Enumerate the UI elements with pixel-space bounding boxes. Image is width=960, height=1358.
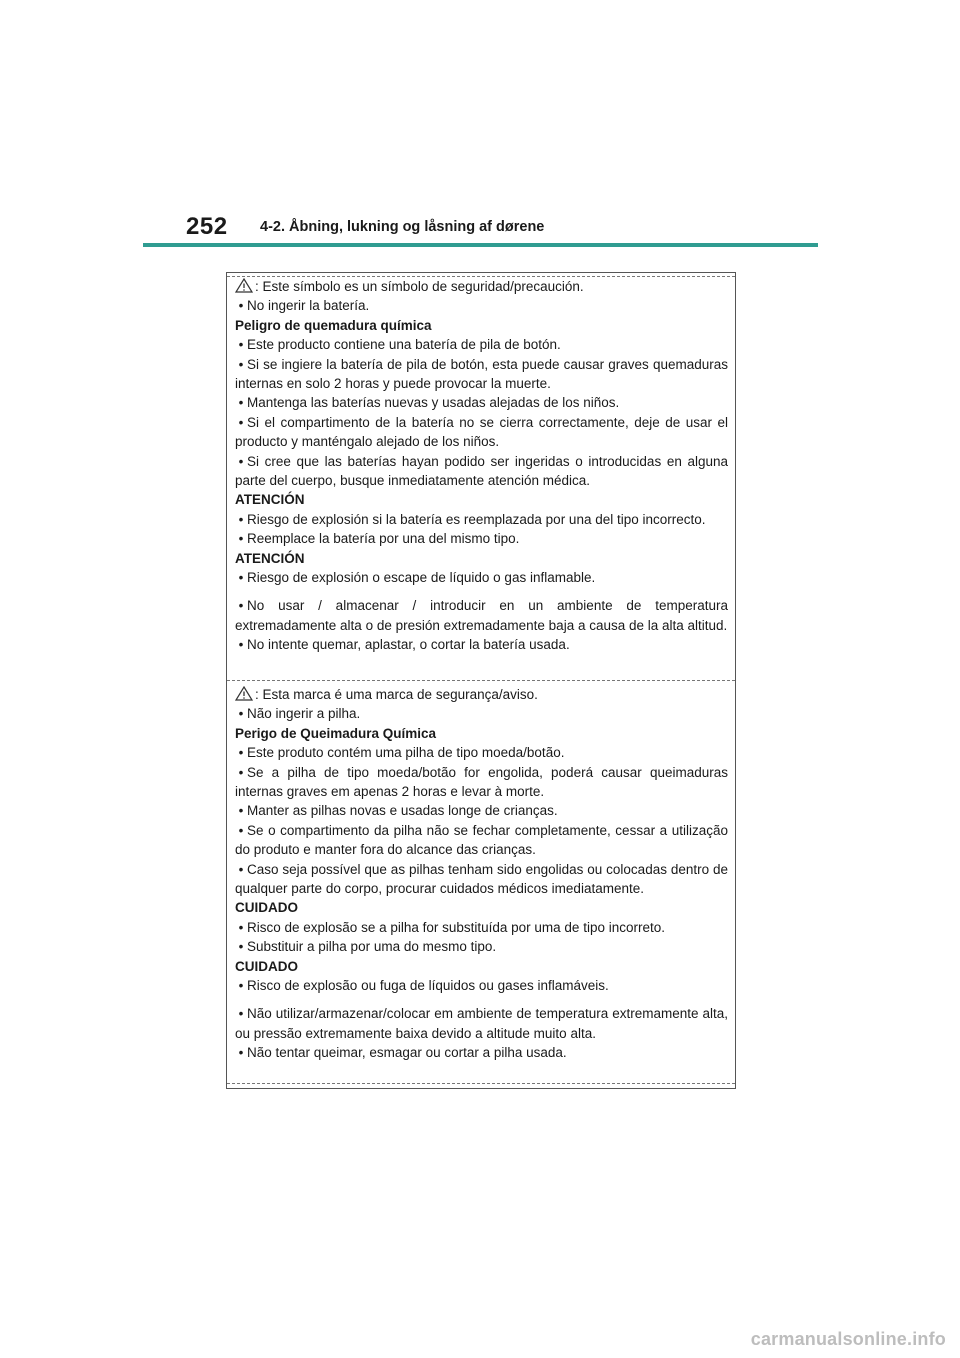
bullet-text: Si el compartimento de la batería no se cierra correctamente, deje de usar el producto y manténgalo alejado de los niños. xyxy=(235,414,728,450)
bullet-text: No intente quemar, aplastar, o cortar la batería usada. xyxy=(247,637,570,653)
heading-chemical-burn: Peligro de quemadura química xyxy=(235,317,432,333)
bullet-item: • Si cree que las baterías hayan podido ser ingeridas o introducidas en alguna parte del cuerpo, busque inmediatamente atención médica. xyxy=(235,453,728,488)
bullet-item: • Caso seja possível que as pilhas tenham sido engolidas ou colocadas dentro de qualquer parte do corpo, procurar cuidados médicos imediatamente. xyxy=(235,861,728,896)
bullet-item: • No intente quemar, aplastar, o cortar la batería usada. xyxy=(238,637,570,653)
dashed-divider-middle xyxy=(227,680,735,681)
bullet-item: • No ingerir la batería. xyxy=(238,298,370,314)
bullet-text: Este produto contém uma pilha de tipo moeda/botão. xyxy=(247,745,565,761)
heading-chemical-burn: Perigo de Queimadura Química xyxy=(235,725,437,741)
symbol-line xyxy=(235,685,728,704)
bullet-item: • Este produto contém uma pilha de tipo moeda/botão. xyxy=(238,745,565,761)
bullet-text: Este producto contiene una batería de pila de botón. xyxy=(247,337,561,353)
symbol-text: : Esta marca é uma marca de segurança/aviso. xyxy=(255,687,538,702)
bullet-text: Si se ingiere la batería de pila de botón, esta puede causar graves quemaduras internas en solo 2 horas y puede provocar la muerte. xyxy=(235,356,728,391)
heading-caution: CUIDADO xyxy=(235,900,298,916)
symbol-line xyxy=(235,277,728,296)
bullet-item: • Si el compartimento de la batería no se cierra correctamente, deje de usar el producto y manténgalo alejado de los niños. xyxy=(235,414,728,450)
bullet-item: • Mantenga las baterías nuevas y usadas alejadas de los niños. xyxy=(238,395,620,411)
symbol-text: : Este símbolo es un símbolo de seguridad/precaución. xyxy=(255,279,584,294)
warning-triangle-icon xyxy=(235,278,253,293)
bullet-item: • Reemplace la batería por una del mismo tipo. xyxy=(238,531,520,547)
bullet-text: Risco de explosão ou fuga de líquidos ou gases inflamáveis. xyxy=(247,977,609,993)
bullet-text: Não tentar queimar, esmagar ou cortar a pilha usada. xyxy=(247,1045,567,1061)
bullet-text: Caso seja possível que as pilhas tenham sido engolidas ou colocadas dentro de qualquer parte do corpo, procurar cuidados médicos imediatamente. xyxy=(235,861,728,896)
bullet-item: • Si se ingiere la batería de pila de botón, esta puede causar graves quemaduras internas en solo 2 horas y puede provocar la muerte. xyxy=(235,356,728,391)
bullet-item: • Risco de explosão ou fuga de líquidos ou gases inflamáveis. xyxy=(238,977,609,993)
bullet-text: Si cree que las baterías hayan podido ser ingeridas o introducidas en alguna parte del cuerpo, busque inmediatamente atención médica. xyxy=(235,453,728,488)
battery-warning-box xyxy=(226,272,736,1089)
bullet-text: Não ingerir a pilha. xyxy=(247,706,361,722)
heading-attention: ATENCIÓN xyxy=(235,492,305,508)
warning-triangle-icon xyxy=(235,686,253,701)
bullet-item: • Se a pilha de tipo moeda/botão for engolida, poderá causar queimaduras internas graves em apenas 2 horas e levar à morte. xyxy=(235,764,728,799)
bullet-text: Se o compartimento da pilha não se fechar completamente, cessar a utilização do produto e manter fora do alcance das crianças. xyxy=(235,822,728,858)
heading-attention: ATENCIÓN xyxy=(235,550,305,566)
bullet-text: No usar / almacenar / introducir en un ambiente de temperatura extremadamente alta o de presión extremadamente baja a causa de la alta altitud. xyxy=(235,598,728,633)
dashed-divider-bottom xyxy=(227,1083,735,1084)
bullet-item: • Não utilizar/armazenar/colocar em ambiente de temperatura extremamente alta, ou pressão extremamente baixa devido a altitude muito alta. xyxy=(235,1006,728,1041)
bullet-text: Se a pilha de tipo moeda/botão for engolida, poderá causar queimaduras internas graves em apenas 2 horas e levar à morte. xyxy=(235,764,728,799)
bullet-text: Substituir a pilha por uma do mesmo tipo. xyxy=(247,939,497,955)
bullet-text: Risco de explosão se a pilha for substituída por uma de tipo incorreto. xyxy=(247,919,665,935)
bullet-text: Riesgo de explosión si la batería es reemplazada por una del tipo incorrecto. xyxy=(247,511,706,527)
bullet-item: • Riesgo de explosión si la batería es reemplazada por una del tipo incorrecto. xyxy=(238,511,706,527)
bullet-item: • Riesgo de explosión o escape de líquido o gas inflamable. xyxy=(238,569,596,585)
bullet-text: No ingerir la batería. xyxy=(247,298,370,314)
bullet-item: • No usar / almacenar / introducir en un ambiente de temperatura extremadamente alta o de presión extremadamente baja a causa de la alta altitud. xyxy=(235,598,728,633)
header-rule xyxy=(143,243,818,247)
bullet-text: Mantenga las baterías nuevas y usadas alejadas de los niños. xyxy=(247,395,620,411)
bullet-item: • Substituir a pilha por uma do mesmo tipo. xyxy=(238,939,497,955)
bullet-item: • Este producto contiene una batería de pila de botón. xyxy=(238,337,561,353)
section-title: 4-2. Åbning, lukning og låsning af dørene xyxy=(260,219,545,235)
bullet-item: • Não ingerir a pilha. xyxy=(238,706,361,722)
bullet-text: Reemplace la batería por una del mismo tipo. xyxy=(247,531,520,547)
bullet-item: • Manter as pilhas novas e usadas longe de crianças. xyxy=(238,803,558,819)
bullet-text: Não utilizar/armazenar/colocar em ambiente de temperatura extremamente alta, ou pressão extremamente baixa devido a altitude muito alta. xyxy=(235,1006,728,1041)
watermark[interactable]: carmanualsonline.info xyxy=(750,1329,946,1349)
bullet-text: Riesgo de explosión o escape de líquido o gas inflamable. xyxy=(247,569,596,585)
heading-caution: CUIDADO xyxy=(235,958,298,974)
bullet-item: • Se o compartimento da pilha não se fechar completamente, cessar a utilização do produto e manter fora do alcance das crianças. xyxy=(235,822,728,858)
bullet-text: Manter as pilhas novas e usadas longe de crianças. xyxy=(247,803,558,819)
portuguese-warning-section xyxy=(235,685,728,1063)
bullet-item: • Risco de explosão se a pilha for substituída por uma de tipo incorreto. xyxy=(238,919,665,935)
spanish-warning-section xyxy=(235,277,728,655)
page-number: 252 xyxy=(186,213,228,240)
bullet-item: • Não tentar queimar, esmagar ou cortar a pilha usada. xyxy=(238,1045,567,1061)
